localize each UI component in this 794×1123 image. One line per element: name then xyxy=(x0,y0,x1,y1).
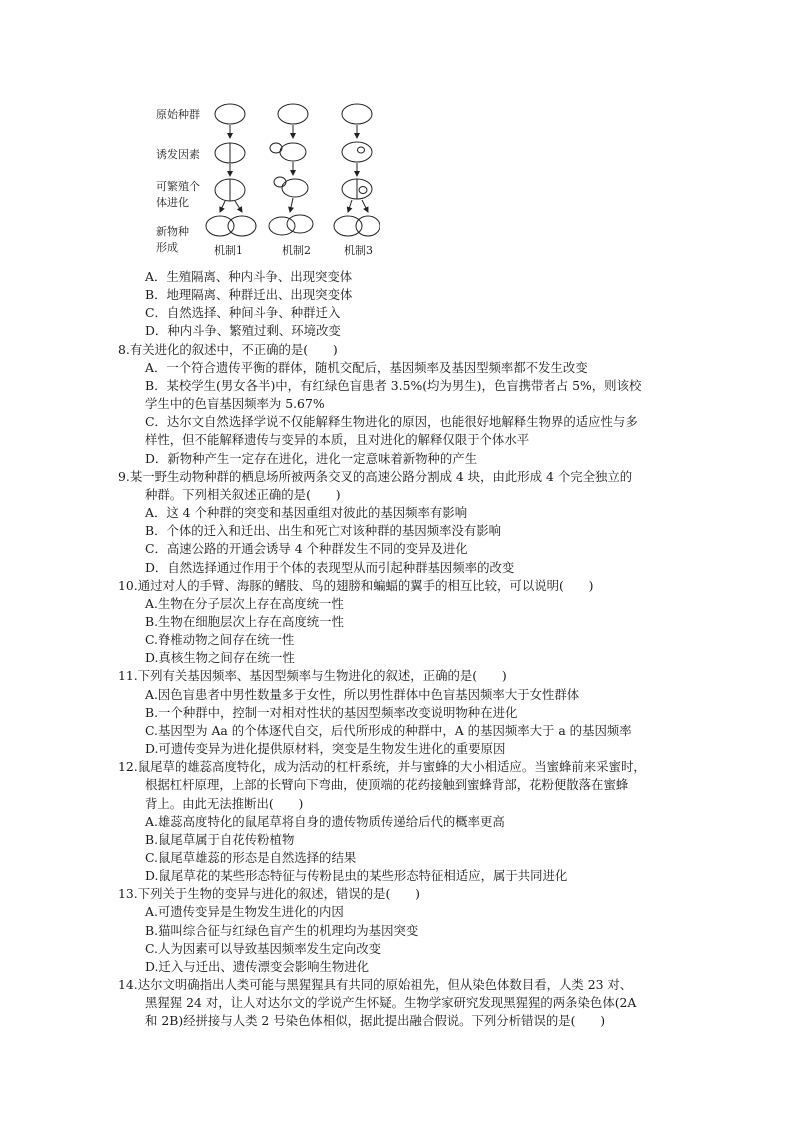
m3-mutant-individual xyxy=(358,147,365,153)
row-label-original-population: 原始种群 xyxy=(156,108,200,121)
q11-option-c: C.基因型为 Aa 的个体逐代自交，后代所形成的种群中，A 的基因频率大于 a 的基因频率 xyxy=(145,722,632,738)
m3-original-population xyxy=(342,104,372,124)
q8-option-b-cont: 学生中的色盲基因频率为 5.67% xyxy=(145,396,325,412)
m1-new-species-a xyxy=(206,216,234,236)
m1-original-population xyxy=(215,104,245,124)
question-12 xyxy=(118,758,703,885)
q11-option-d: D.可遗传变异为进化提供原材料，突变是生物发生进化的重要原因 xyxy=(145,741,506,757)
q11-stem: 11.下列有关基因频率、基因型频率与生物进化的叙述，正确的是( ) xyxy=(118,668,507,684)
q11-option-a: A.因色盲患者中男性数量多于女性，所以男性群体中色盲基因频率大于女性群体 xyxy=(145,686,580,702)
mechanism-2-label: 机制2 xyxy=(282,244,311,257)
question-14 xyxy=(118,976,703,1030)
q9-stem-cont: 种群。下列相关叙述正确的是( ) xyxy=(145,486,341,502)
row-label-new-species-2: 形成 xyxy=(156,241,178,254)
m1-new-species-b xyxy=(228,216,256,236)
q13-option-d: D.迁入与迁出、遗传漂变会影响生物进化 xyxy=(145,958,370,974)
question-8 xyxy=(118,341,703,468)
question-13 xyxy=(118,885,703,976)
q7-option-c: C．自然选择、种间斗争、种群迁入 xyxy=(145,305,341,321)
q10-option-d: D.真核生物之间存在统一性 xyxy=(145,650,295,666)
q9-stem: 9.某一野生动物种群的栖息场所被两条交叉的高速公路分割成 4 块，由此形成 4 个完全独立的 xyxy=(118,468,633,484)
q8-option-c-cont: 样性，但不能解释遗传与变异的本质，且对进化的解释仅限于个体水平 xyxy=(145,432,530,448)
row-label-reproducible-1: 可繁殖个 xyxy=(156,180,200,193)
mechanism-3-label: 机制3 xyxy=(344,244,373,257)
row-label-inducing-factor: 诱发因素 xyxy=(156,148,200,161)
q9-option-d: D．自然选择通过作用于个体的表现型从而引起种群基因频率的改变 xyxy=(145,559,515,575)
q9-option-c: C．高速公路的开通会诱导 4 个种群发生不同的变异及进化 xyxy=(145,541,468,557)
row-label-reproducible-2: 体进化 xyxy=(156,196,189,209)
q9-option-a: A．这 4 个种群的突变和基因重组对彼此的基因频率有影响 xyxy=(145,505,468,521)
m3-new-species-a xyxy=(334,216,362,236)
q12-option-c: C.鼠尾草雄蕊的形态是自然选择的结果 xyxy=(145,850,357,865)
m2-emigrant-group xyxy=(270,143,282,153)
q12-stem-cont-2: 背上。由此无法推断出( ) xyxy=(145,795,304,811)
q7-option-a: A．生殖隔离、种内斗争、出现突变体 xyxy=(145,269,353,284)
q8-option-b: B．某校学生(男女各半)中，有红绿色盲患者 3.5%(均为男生)，色盲携带者占 5%，则该校 xyxy=(145,377,642,393)
q12-option-b: B.鼠尾草属于自花传粉植物 xyxy=(145,831,295,847)
q12-stem-cont-1: 根据杠杆原理，上部的长臂向下弯曲，使顶端的花药接触到蜜蜂背部，花粉便散落在蜜蜂 xyxy=(145,777,629,793)
q10-option-b: B.生物在细胞层次上存在高度统一性 xyxy=(145,613,344,629)
q7-option-d: D．种内斗争、繁殖过剩、环境改变 xyxy=(145,323,341,339)
m2-main-population xyxy=(280,143,306,161)
question-10 xyxy=(118,577,703,668)
q13-option-c: C.人为因素可以导致基因频率发生定向改变 xyxy=(145,940,382,956)
q12-option-a: A.雄蕊高度特化的鼠尾草将自身的遗传物质传递给后代的概率更高 xyxy=(145,813,505,829)
speciation-mechanism-diagram xyxy=(150,100,380,270)
q10-option-c: C.脊椎动物之间存在统一性 xyxy=(145,632,295,648)
q14-stem: 14.达尔文明确指出人类可能与黑猩猩具有共同的原始祖先，但从染色体数目看，人类 23 对、 xyxy=(118,977,633,993)
question-11 xyxy=(118,667,703,758)
q8-option-d: D．新物种产生一定存在进化，进化一定意味着新物种的产生 xyxy=(145,450,478,466)
m2-original-population xyxy=(278,104,308,124)
row-label-new-species-1: 新物种 xyxy=(156,225,189,238)
q8-option-c: C．达尔文自然选择学说不仅能解释生物进化的原因，也能很好地解释生物界的适应性与多 xyxy=(145,414,638,430)
q10-stem: 10.通过对人的手臂、海豚的鳍肢、鸟的翅膀和蝙蝠的翼手的相互比较，可以说明( ) xyxy=(118,577,594,593)
q12-option-d: D.鼠尾草花的某些形态特征与传粉昆虫的某些形态特征相适应，属于共同进化 xyxy=(145,868,568,884)
q13-option-a: A.可遗传变异是生物发生进化的内因 xyxy=(145,904,344,920)
m3-mutant-group xyxy=(359,187,367,194)
q12-stem: 12.鼠尾草的雄蕊高度特化，成为活动的杠杆系统，并与蜜蜂的大小相适应。当蜜蜂前来采蜜时， xyxy=(118,759,646,775)
m3-new-species-b xyxy=(356,216,380,236)
q11-option-b: B.一个种群中，控制一对相对性状的基因型频率改变说明物种在进化 xyxy=(145,704,518,720)
m2-isolated-evolving xyxy=(274,177,286,187)
m2-new-species-a xyxy=(269,217,295,235)
m3-mutant-population xyxy=(342,142,372,162)
q13-stem: 13.下列关于生物的变异与进化的叙述，错误的是( ) xyxy=(118,886,420,902)
q9-option-b: B．个体的迁入和迁出、出生和死亡对该种群的基因频率没有影响 xyxy=(145,523,502,539)
q14-stem-cont-1: 黑猩猩 24 对，让人对达尔文的学说产生怀疑。生物学家研究发现黑猩猩的两条染色体(2A xyxy=(145,995,637,1011)
m2-new-species-b xyxy=(287,215,313,233)
mechanism-1-label: 机制1 xyxy=(214,244,243,257)
q13-option-b: B.猫叫综合征与红绿色盲产生的机理均为基因突变 xyxy=(145,922,419,938)
q7-option-b: B．地理隔离、种群迁出、出现突变体 xyxy=(145,287,353,303)
question-content xyxy=(118,268,703,1031)
q14-stem-cont-2: 和 2B)经拼接与人类 2 号染色体相似，据此提出融合假说。下列分析错误的是( ) xyxy=(145,1013,606,1029)
question-7-options xyxy=(118,268,703,341)
q8-stem: 8.有关进化的叙述中，不正确的是( ) xyxy=(118,341,338,357)
q10-option-a: A.生物在分子层次上存在高度统一性 xyxy=(145,595,344,611)
q8-option-a: A．一个符合遗传平衡的群体，随机交配后，基因频率及基因型频率都不发生改变 xyxy=(145,359,588,375)
question-9 xyxy=(118,468,703,577)
